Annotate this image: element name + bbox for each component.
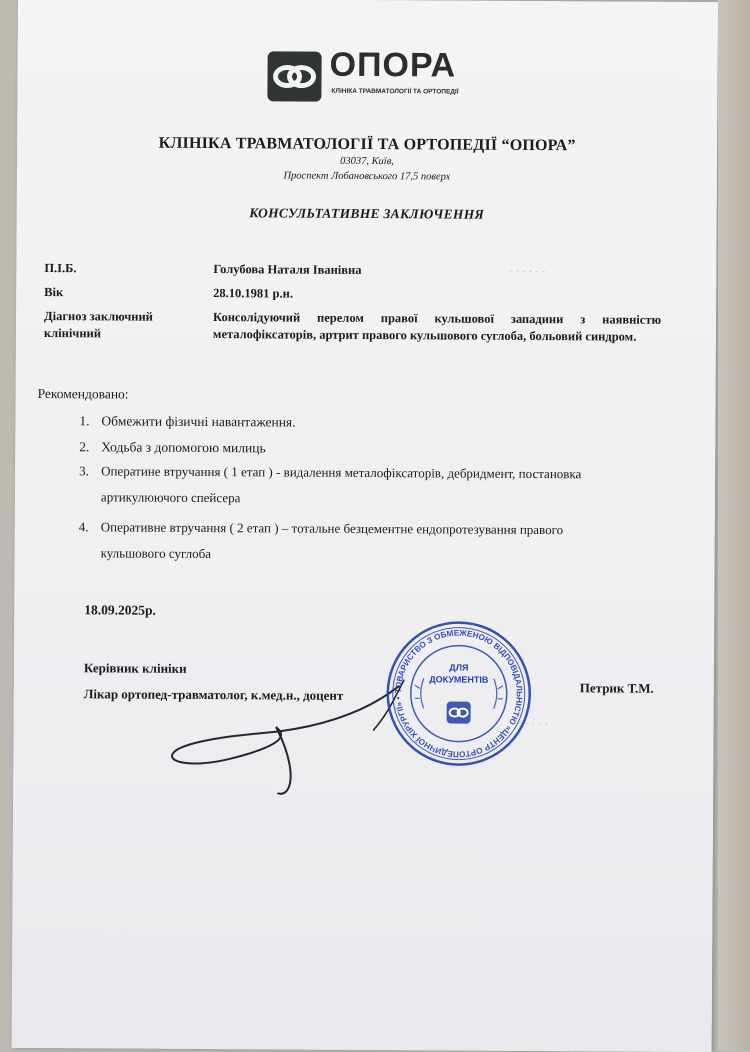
signatory-name: Петрик Т.М.: [579, 680, 654, 696]
age-value: 28.10.1981 р.н.: [213, 286, 294, 301]
name-value: Голубова Наталя Іванівна: [213, 262, 362, 277]
recommendations-heading: Рекомендовано:: [37, 385, 129, 402]
recommendation-item-4: [79, 514, 719, 570]
name-label: П.І.Б.: [44, 261, 77, 276]
recommendation-item-3: [79, 458, 719, 514]
document-title: КОНСУЛЬТАТИВНЕ ЗАКЛЮЧЕННЯ: [249, 205, 485, 222]
clinic-logo: [267, 45, 487, 106]
stamp-seal: [383, 618, 534, 769]
document-date: 18.09.2025р.: [84, 602, 156, 618]
signatory-title: Лікар ортопед-травматолог, к.мед.н., доцент: [83, 686, 344, 703]
logo-subtitle: КЛІНІКА ТРАВМАТОЛОГІЇ ТА ОРТОПЕДІЇ: [331, 87, 459, 96]
age-label: Вік: [44, 285, 64, 300]
item-text: Обмежити фізичні навантаження.: [101, 413, 296, 430]
item-number: 4.: [78, 519, 89, 535]
document-page: [12, 0, 718, 1052]
item-text-continued: кульшового суглоба: [100, 545, 212, 562]
stamp-center-top: ДЛЯ: [449, 662, 469, 673]
table-surface: [718, 0, 750, 1050]
diagnosis-label-line1: Діагноз заключний: [44, 309, 153, 324]
item-text-continued: артикулюючого спейсера: [100, 489, 241, 506]
logo-wordmark: ОПОРА: [329, 45, 457, 85]
dot-leader: · · · · ·: [518, 718, 549, 729]
item-number: 1.: [79, 413, 90, 429]
official-stamp: [383, 618, 534, 769]
diagnosis-value: Консолідуючий перелом правої кульшової западини з наявністю металофіксаторів, артрит правого кульшового суглоба, больовий синдром.: [212, 310, 662, 344]
clinic-name: КЛІНІКА ТРАВМАТОЛОГІЇ ТА ОРТОПЕДІЇ “ОПОРА”: [158, 134, 576, 155]
dot-leader: · · · · · ·: [509, 266, 547, 277]
signatory-position: Керівник клініки: [83, 660, 187, 676]
item-number: 2.: [79, 439, 90, 455]
item-number: 3.: [79, 463, 89, 479]
item-text: Оперативне втручання ( 2 етап ) – тотальне безцементне ендопротезування правого: [100, 519, 564, 538]
address-city: 03037, Київ,: [340, 155, 394, 168]
stamp-center-bottom: ДОКУМЕНТІВ: [429, 674, 489, 685]
svg-text:ТОВАРИСТВО З ОБМЕЖЕНОЮ ВІДПОВІ: ТОВАРИСТВО З ОБМЕЖЕНОЮ ВІДПОВІДАЛЬНІСТЮ «ЦЕНТР ОРТОПЕДИЧНОЇ ХІРУРГІЇ» •: [393, 628, 524, 759]
diagnosis-label-line2: клінічний: [43, 326, 102, 341]
item-text: Оператине втручання ( 1 етап ) - видалення металофіксаторів, дебридмент, постановка: [101, 463, 582, 482]
item-text: Ходьба з допомогою милиць: [101, 439, 266, 456]
address-street: Проспект Лобановського 17,5 поверх: [283, 170, 451, 183]
logo-mark-icon: [267, 51, 321, 101]
recommendation-item-1: [79, 408, 719, 438]
